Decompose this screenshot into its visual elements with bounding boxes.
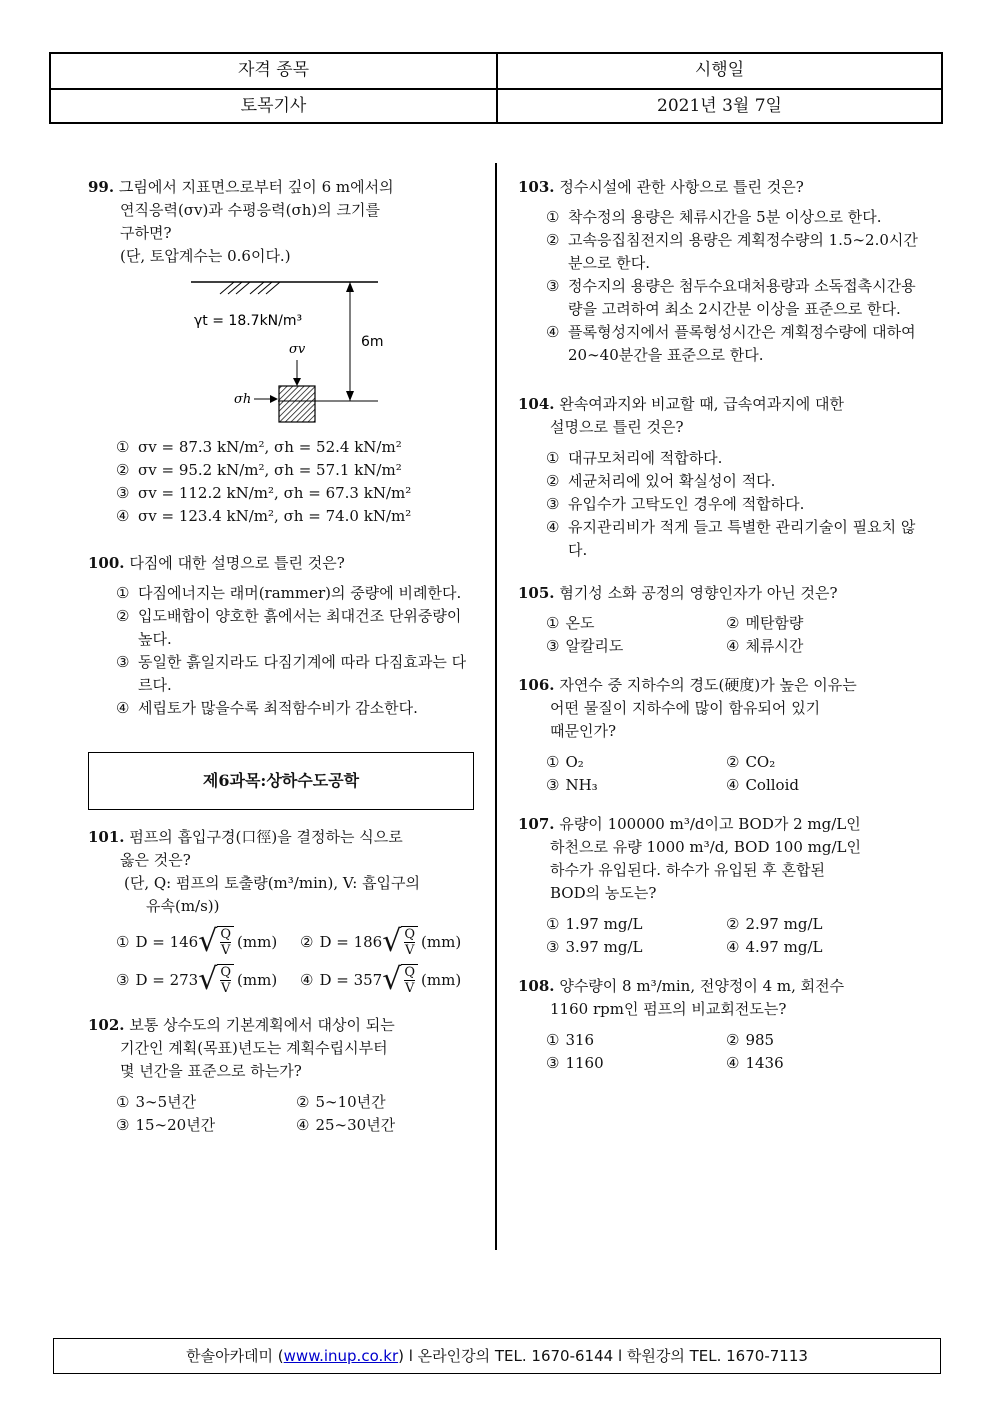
footer-brand: 한솔아카데미 ( bbox=[186, 1347, 284, 1365]
option-text: 1160 bbox=[565, 1054, 604, 1072]
answer-option[interactable] bbox=[518, 516, 918, 562]
answer-option[interactable] bbox=[726, 774, 906, 797]
option-text: 유지관리비가 적게 들고 특별한 관리기술이 필요치 않다. bbox=[568, 518, 916, 559]
fraction-denominator: V bbox=[404, 981, 415, 996]
option-number: ② bbox=[300, 932, 314, 951]
option-text: Colloid bbox=[745, 776, 799, 794]
question-107 bbox=[518, 813, 918, 959]
question-text: 양수량이 8 m³/min, 전양정이 4 m, 회전수 bbox=[559, 977, 845, 995]
question-number: 108. bbox=[518, 977, 555, 995]
option-text: σv = 123.4 kN/m², σh = 74.0 kN/m² bbox=[138, 507, 412, 525]
answer-options bbox=[518, 751, 918, 797]
answer-option[interactable] bbox=[88, 459, 480, 482]
question-100 bbox=[88, 552, 480, 720]
footer bbox=[53, 1338, 941, 1374]
option-number: ④ bbox=[116, 507, 130, 525]
answer-options bbox=[518, 612, 918, 658]
question-104 bbox=[518, 393, 918, 562]
question-102 bbox=[88, 1014, 480, 1137]
question-note: (단, Q: 펌프의 토출량(m³/min), V: 흡입구의 bbox=[124, 874, 421, 892]
option-number: ④ bbox=[116, 699, 130, 717]
question-text: 보통 상수도의 기본계획에서 대상이 되는 bbox=[129, 1016, 395, 1034]
answer-option[interactable] bbox=[88, 697, 480, 720]
question-number: 99. bbox=[88, 178, 115, 196]
option-text: 1436 bbox=[745, 1054, 784, 1072]
right-column bbox=[518, 176, 918, 1075]
section-title: 제6과목:상하수도공학 bbox=[88, 752, 474, 810]
unit: (mm) bbox=[421, 970, 462, 989]
option-number: ③ bbox=[546, 277, 560, 295]
option-number: ① bbox=[546, 208, 560, 226]
answer-option[interactable] bbox=[546, 612, 726, 635]
option-text: 25∼30년간 bbox=[315, 1116, 396, 1134]
header-subject: 토목기사 bbox=[240, 96, 307, 116]
answer-options bbox=[518, 206, 918, 367]
option-text: 메탄함량 bbox=[745, 614, 804, 632]
fraction bbox=[217, 964, 234, 996]
option-text: O₂ bbox=[565, 753, 584, 771]
fraction-denominator: V bbox=[220, 943, 231, 958]
option-number: ③ bbox=[546, 495, 560, 513]
option-text: 다짐에너지는 래머(rammer)의 중량에 비례한다. bbox=[138, 584, 462, 602]
answer-option[interactable] bbox=[88, 505, 480, 528]
option-number: ② bbox=[116, 607, 130, 625]
option-number: ③ bbox=[116, 1116, 130, 1134]
question-106 bbox=[518, 674, 918, 797]
option-number: ① bbox=[546, 614, 560, 632]
question-text: 1160 rpm인 펌프의 비교회전도는? bbox=[550, 1000, 787, 1018]
question-number: 102. bbox=[88, 1016, 125, 1034]
answer-options bbox=[88, 1091, 480, 1137]
option-text: σv = 87.3 kN/m², σh = 52.4 kN/m² bbox=[138, 438, 402, 456]
formula-coefficient: D = 186 bbox=[319, 932, 383, 951]
question-text: 완속여과지와 비교할 때, 급속여과지에 대한 bbox=[559, 395, 844, 413]
option-text: 입도배합이 양호한 흙에서는 최대건조 단위중량이 높다. bbox=[138, 607, 462, 648]
question-number: 100. bbox=[88, 554, 125, 572]
option-number: ② bbox=[726, 614, 740, 632]
option-text: 세립토가 많을수록 최적함수비가 감소한다. bbox=[138, 699, 418, 717]
answer-option[interactable] bbox=[726, 936, 906, 959]
option-text: 동일한 흙일지라도 다짐기계에 따라 다짐효과는 다르다. bbox=[138, 653, 467, 694]
answer-option[interactable] bbox=[518, 206, 918, 229]
option-text: 플록형성지에서 플록형성시간은 계획정수량에 대하여 20∼40분간을 표준으로 한다. bbox=[568, 323, 916, 364]
answer-option[interactable] bbox=[726, 635, 906, 658]
question-text: 연직응력(σv)과 수평응력(σh)의 크기를 bbox=[120, 201, 380, 219]
answer-option[interactable] bbox=[300, 964, 484, 996]
footer-contact: ) l 온라인강의 TEL. 1670-6144 l 학원강의 TEL. 1670-7113 bbox=[398, 1347, 808, 1365]
answer-option[interactable] bbox=[518, 447, 918, 470]
question-108 bbox=[518, 975, 918, 1075]
column-divider bbox=[495, 163, 497, 1250]
answer-options bbox=[518, 913, 918, 959]
option-number: ① bbox=[546, 449, 560, 467]
question-101 bbox=[88, 826, 480, 996]
option-text: 5∼10년간 bbox=[315, 1093, 386, 1111]
option-number: ② bbox=[546, 231, 560, 249]
unit: (mm) bbox=[237, 932, 278, 951]
option-text: 대규모처리에 적합하다. bbox=[568, 449, 723, 467]
option-number: ③ bbox=[116, 484, 130, 502]
question-103 bbox=[518, 176, 918, 367]
answer-option[interactable] bbox=[88, 605, 480, 651]
option-number: ③ bbox=[116, 653, 130, 671]
question-text: 혐기성 소화 공정의 영향인자가 아닌 것은? bbox=[559, 584, 838, 602]
square-root: √ $\frac{Q}{V}$ bbox=[198, 964, 234, 996]
option-number: ② bbox=[726, 753, 740, 771]
option-number: ① bbox=[116, 1093, 130, 1111]
option-number: ④ bbox=[296, 1116, 310, 1134]
option-number: ④ bbox=[726, 1054, 740, 1072]
square-root: √ $\frac{Q}{V}$ bbox=[382, 964, 418, 996]
option-number: ② bbox=[546, 472, 560, 490]
horizontal-stress-label: σh bbox=[234, 392, 252, 407]
unit: (mm) bbox=[237, 970, 278, 989]
question-text: 그림에서 지표면으로부터 깊이 6 m에서의 bbox=[118, 178, 394, 196]
answer-option[interactable] bbox=[518, 321, 918, 367]
answer-option[interactable] bbox=[116, 1114, 296, 1137]
option-number: ④ bbox=[546, 518, 560, 536]
option-text: 세균처리에 있어 확실성이 적다. bbox=[568, 472, 776, 490]
fraction-numerator: Q bbox=[404, 927, 416, 942]
answer-options bbox=[88, 926, 480, 996]
answer-option[interactable] bbox=[726, 1029, 906, 1052]
answer-option[interactable] bbox=[296, 1114, 476, 1137]
header-col1-label: 자격 종목 bbox=[237, 60, 310, 80]
option-text: σv = 95.2 kN/m², σh = 57.1 kN/m² bbox=[138, 461, 402, 479]
option-number: ① bbox=[546, 1031, 560, 1049]
header-table bbox=[49, 52, 943, 124]
answer-option[interactable] bbox=[518, 275, 918, 321]
question-number: 101. bbox=[88, 828, 125, 846]
option-text: 1.97 mg/L bbox=[565, 915, 643, 933]
answer-option[interactable] bbox=[546, 635, 726, 658]
option-text: CO₂ bbox=[745, 753, 776, 771]
answer-option[interactable] bbox=[726, 751, 906, 774]
square-root: √ $\frac{Q}{V}$ bbox=[382, 926, 418, 958]
question-note: (단, 토압계수는 0.6이다.) bbox=[120, 247, 291, 265]
question-text: 어떤 물질이 지하수에 많이 함유되어 있기 bbox=[550, 699, 821, 717]
question-text: 다짐에 대한 설명으로 틀린 것은? bbox=[129, 554, 345, 572]
answer-option[interactable] bbox=[726, 612, 906, 635]
question-text: 하수가 유입된다. 하수가 유입된 후 혼합된 bbox=[550, 861, 825, 879]
fraction-denominator: V bbox=[220, 981, 231, 996]
fraction bbox=[217, 926, 234, 958]
option-number: ③ bbox=[116, 970, 130, 989]
header-date: 2021년 3월 7일 bbox=[496, 90, 941, 124]
option-text: 3∼5년간 bbox=[135, 1093, 197, 1111]
answer-option[interactable] bbox=[546, 913, 726, 936]
question-number: 105. bbox=[518, 584, 555, 602]
question-99 bbox=[88, 176, 480, 528]
answer-option[interactable] bbox=[518, 493, 918, 516]
unit: (mm) bbox=[421, 932, 462, 951]
soil-element bbox=[279, 386, 315, 422]
vertical-stress-label: σv bbox=[289, 342, 306, 357]
option-number: ③ bbox=[546, 776, 560, 794]
answer-option[interactable] bbox=[88, 482, 480, 505]
option-text: 유입수가 고탁도인 경우에 적합하다. bbox=[568, 495, 805, 513]
option-number: ① bbox=[116, 438, 130, 456]
option-text: 4.97 mg/L bbox=[745, 938, 823, 956]
answer-option[interactable] bbox=[88, 436, 480, 459]
option-number: ④ bbox=[726, 938, 740, 956]
answer-option[interactable] bbox=[546, 774, 726, 797]
unit-weight-label: γt = 18.7kN/m³ bbox=[194, 313, 303, 329]
option-text: 2.97 mg/L bbox=[745, 915, 823, 933]
option-number: ② bbox=[726, 915, 740, 933]
formula-coefficient: D = 273 bbox=[135, 970, 199, 989]
option-text: 알칼리도 bbox=[565, 637, 624, 655]
answer-option[interactable] bbox=[726, 1052, 906, 1075]
option-number: ① bbox=[546, 915, 560, 933]
option-number: ④ bbox=[726, 637, 740, 655]
answer-option[interactable] bbox=[518, 229, 918, 275]
question-number: 104. bbox=[518, 395, 555, 413]
answer-options bbox=[518, 1029, 918, 1075]
fraction bbox=[401, 926, 418, 958]
question-105 bbox=[518, 582, 918, 658]
formula-coefficient: D = 146 bbox=[135, 932, 199, 951]
question-text: 정수시설에 관한 사항으로 틀린 것은? bbox=[559, 178, 804, 196]
option-number: ③ bbox=[546, 938, 560, 956]
answer-option[interactable] bbox=[116, 964, 300, 996]
option-text: 316 bbox=[565, 1031, 595, 1049]
answer-option[interactable] bbox=[726, 913, 906, 936]
question-number: 106. bbox=[518, 676, 555, 694]
question-text: 구하면? bbox=[120, 224, 172, 242]
fraction bbox=[401, 964, 418, 996]
question-text: 설명으로 틀린 것은? bbox=[550, 418, 684, 436]
answer-options bbox=[88, 582, 480, 720]
option-number: ④ bbox=[726, 776, 740, 794]
soil-stress-figure bbox=[88, 268, 480, 428]
fraction-numerator: Q bbox=[220, 965, 232, 980]
option-text: 정수지의 용량은 첨두수요대처용량과 소독접촉시간용량을 고려하여 최소 2시간분 이상을 표준으로 한다. bbox=[568, 277, 916, 318]
answer-option[interactable] bbox=[116, 926, 300, 958]
question-text: 몇 년간을 표준으로 하는가? bbox=[120, 1062, 302, 1080]
option-number: ① bbox=[546, 753, 560, 771]
question-text: 옳은 것은? bbox=[120, 851, 191, 869]
answer-option[interactable] bbox=[546, 1029, 726, 1052]
question-text: BOD의 농도는? bbox=[550, 884, 657, 902]
option-number: ① bbox=[116, 584, 130, 602]
answer-options bbox=[518, 447, 918, 562]
option-number: ② bbox=[296, 1093, 310, 1111]
question-text: 유량이 100000 m³/d이고 BOD가 2 mg/L인 bbox=[559, 815, 861, 833]
option-number: ④ bbox=[300, 970, 314, 989]
header-col2-label: 시행일 bbox=[496, 54, 941, 88]
question-text: 하천으로 유량 1000 m³/d, BOD 100 mg/L인 bbox=[550, 838, 861, 856]
question-text: 기간인 계획(목표)년도는 계획수립시부터 bbox=[120, 1039, 388, 1057]
answer-option[interactable] bbox=[88, 582, 480, 605]
fraction-numerator: Q bbox=[404, 965, 416, 980]
option-number: ② bbox=[726, 1031, 740, 1049]
question-text: 자연수 중 지하수의 경도(硬度)가 높은 이유는 bbox=[559, 676, 857, 694]
footer-website-link[interactable]: www.inup.co.kr bbox=[283, 1347, 399, 1365]
answer-option[interactable] bbox=[546, 1052, 726, 1075]
option-number: ② bbox=[116, 461, 130, 479]
answer-option[interactable] bbox=[518, 470, 918, 493]
option-text: 고속응집침전지의 용량은 계획정수량의 1.5∼2.0시간분으로 한다. bbox=[568, 231, 918, 272]
left-column bbox=[88, 176, 480, 1137]
answer-option[interactable] bbox=[116, 1091, 296, 1114]
option-text: NH₃ bbox=[565, 776, 598, 794]
answer-option[interactable] bbox=[546, 936, 726, 959]
option-number: ① bbox=[116, 932, 130, 951]
depth-label: 6m bbox=[361, 334, 384, 350]
answer-option[interactable] bbox=[300, 926, 484, 958]
option-text: 985 bbox=[745, 1031, 775, 1049]
option-text: 3.97 mg/L bbox=[565, 938, 643, 956]
option-number: ④ bbox=[546, 323, 560, 341]
option-number: ③ bbox=[546, 1054, 560, 1072]
question-number: 103. bbox=[518, 178, 555, 196]
answer-options bbox=[88, 436, 480, 528]
question-text: 펌프의 흡입구경(口徑)을 결정하는 식으로 bbox=[129, 828, 403, 846]
option-text: 온도 bbox=[565, 614, 595, 632]
option-text: σv = 112.2 kN/m², σh = 67.3 kN/m² bbox=[138, 484, 412, 502]
question-number: 107. bbox=[518, 815, 555, 833]
formula-coefficient: D = 357 bbox=[319, 970, 383, 989]
option-text: 15∼20년간 bbox=[135, 1116, 216, 1134]
answer-option[interactable] bbox=[296, 1091, 476, 1114]
option-text: 체류시간 bbox=[745, 637, 804, 655]
question-text: 때문인가? bbox=[550, 722, 617, 740]
answer-option[interactable] bbox=[546, 751, 726, 774]
fraction-denominator: V bbox=[404, 943, 415, 958]
question-note: 유속(m/s)) bbox=[146, 897, 220, 915]
option-number: ③ bbox=[546, 637, 560, 655]
square-root: √ $\frac{Q}{V}$ bbox=[198, 926, 234, 958]
fraction-numerator: Q bbox=[220, 927, 232, 942]
option-text: 착수정의 용량은 체류시간을 5분 이상으로 한다. bbox=[568, 208, 882, 226]
answer-option[interactable] bbox=[88, 651, 480, 697]
